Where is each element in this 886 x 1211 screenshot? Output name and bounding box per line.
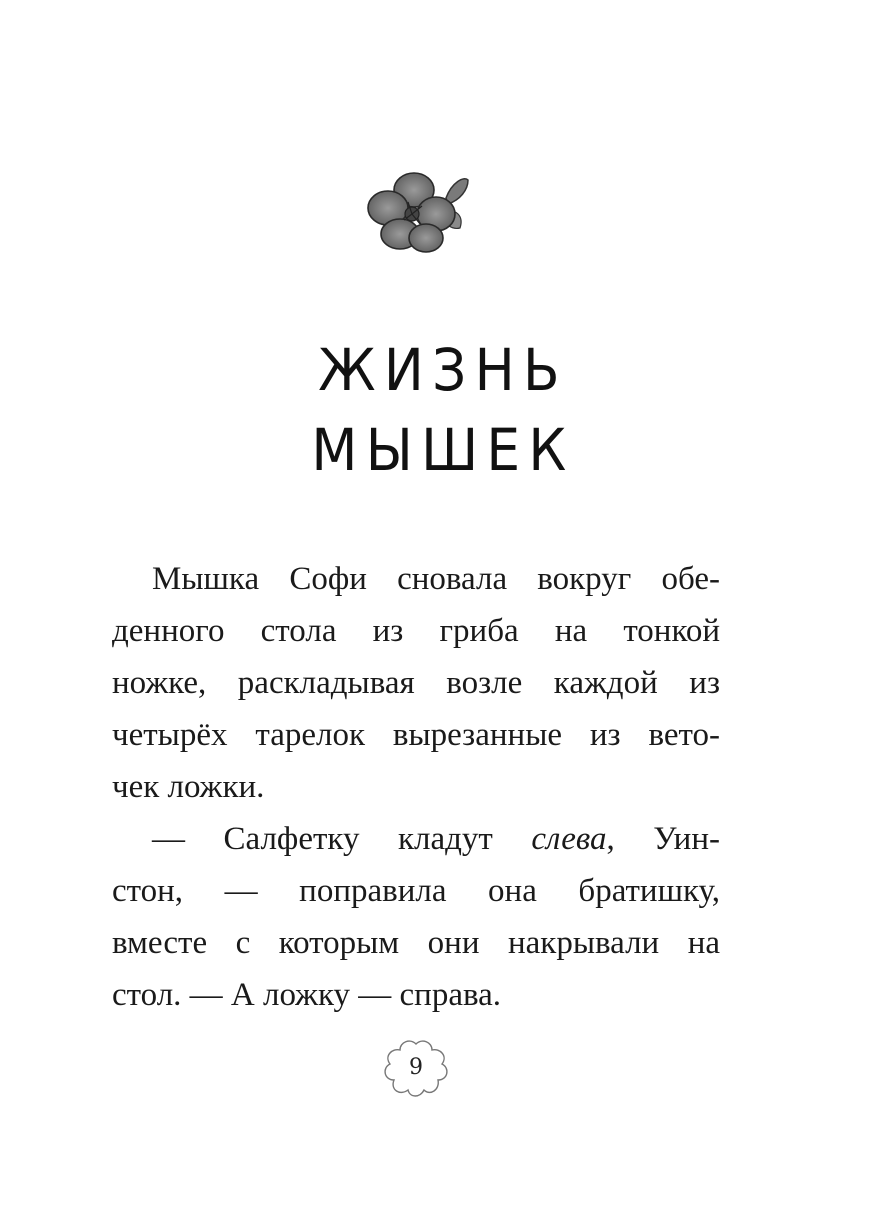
paragraph-1-line-3: ножке, раскладывая возле каждой из — [112, 665, 720, 701]
paragraph-2-line-1-end: , Уин- — [606, 821, 720, 857]
paragraph-2-line-3: вместе с которым они накрывали на — [112, 925, 720, 961]
paragraph-1-line-1: Мышка Софи сновала вокруг обе- — [152, 561, 720, 597]
paragraph-2-line-1 — [112, 813, 720, 865]
paragraph-1-line-2: денного стола из гриба на тонкой — [112, 613, 720, 649]
chapter-body — [112, 553, 720, 1021]
paragraph-2-line-4: стол. — А ложку — справа. — [112, 977, 502, 1013]
paragraph-1-line-5: чек ложки. — [112, 769, 265, 805]
paragraph-2-line-1-start: — Салфетку кладут — [152, 821, 493, 857]
chapter-title-line-1: ЖИЗНЬ — [318, 336, 568, 404]
paragraph-1 — [112, 553, 720, 813]
flower-icon — [360, 168, 472, 258]
page-number: 9 — [409, 1055, 423, 1080]
paragraph-1-line-4: четырёх тарелок вырезанные из вето- — [112, 717, 720, 753]
paragraph-2-line-2: стон, — поправила она братишку, — [112, 873, 720, 909]
paragraph-2 — [112, 813, 720, 1021]
chapter-title — [0, 330, 886, 490]
chapter-title-line-2: МЫШЕК — [311, 416, 575, 484]
emphasis-word: слева — [531, 821, 607, 857]
